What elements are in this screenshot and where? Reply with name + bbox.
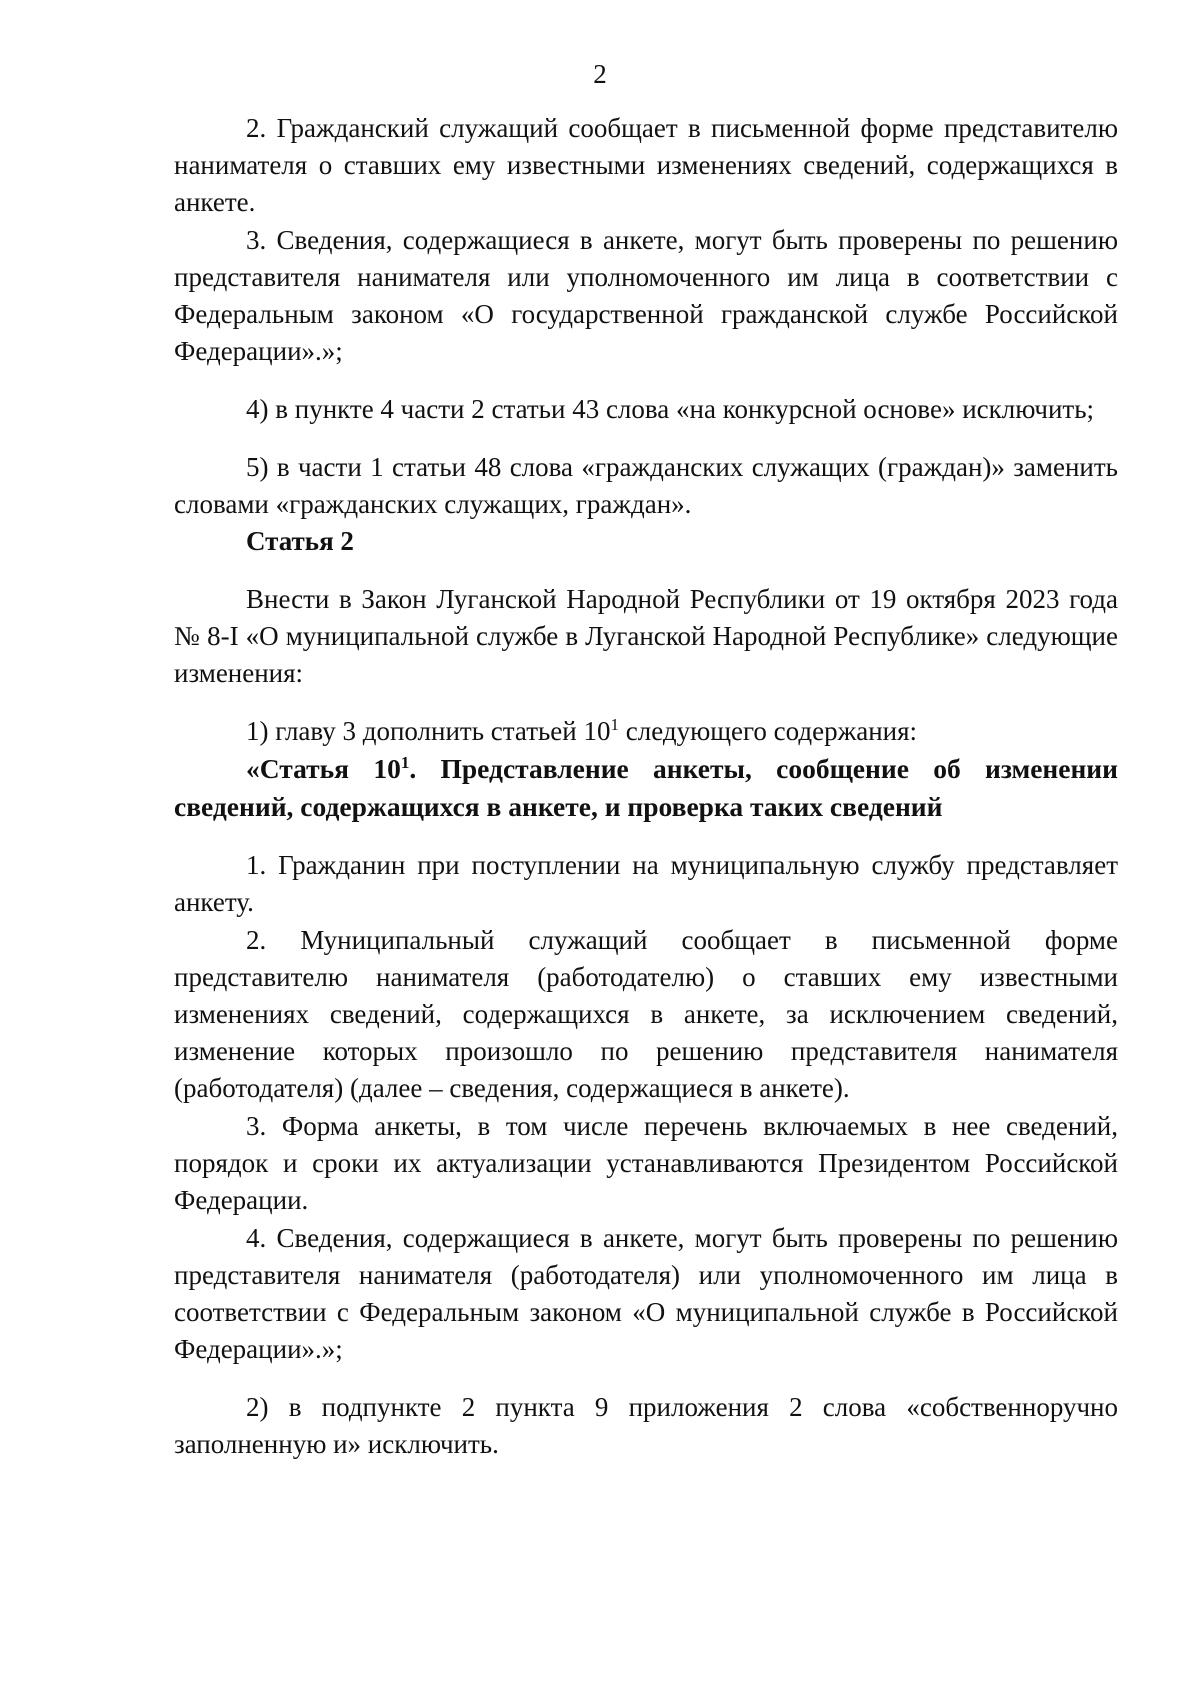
amendment-1-tail: следующего содержания:	[619, 716, 918, 746]
paragraph-amendment-4: 4) в пункте 4 части 2 статьи 43 слова «на конкурсной основе» исключить;	[246, 394, 1095, 424]
article-title-rest: . Представление анкеты, сообщение об изменении сведений, содержащихся в анкете, и проверка таких сведений	[174, 753, 1118, 822]
article-title-start: «Статья 10	[246, 753, 401, 784]
superscript: 1	[610, 715, 619, 734]
paragraph-amendment-2: 2) в подпункте 2 пункта 9 приложения 2 слова «собственноручно заполненную и» исключить.	[174, 1392, 1118, 1459]
paragraph-introduce-changes: Внести в Закон Луганской Народной Республики от 19 октября 2023 года № 8-I «О муниципальной службе в Луганской Народной Республике» следующие изменения:	[174, 584, 1118, 688]
paragraph-verification-civil: 3. Сведения, содержащиеся в анкете, могут быть проверены по решению представителя нанимателя или уполномоченного им лица в соответствии с Федеральным законом «О государственной гражданской службе Российской Федерации».»;	[174, 225, 1118, 366]
amendment-1-text: 1) главу 3 дополнить статьей 10	[246, 716, 611, 746]
paragraph-amendment-1	[174, 713, 1118, 750]
paragraph-verification-municipal: 4. Сведения, содержащиеся в анкете, могут быть проверены по решению представителя нанимателя (работодателя) или уполномоченного им лица в соответствии с Федеральным законом «О муниципальной службе в Российской Федерации».»;	[174, 1223, 1118, 1364]
paragraph-amendment-5: 5) в части 1 статьи 48 слова «гражданских служащих (граждан)» заменить словами «гражданских служащих, граждан».	[174, 452, 1118, 519]
article-heading: Статья 2	[246, 526, 354, 556]
document-body	[174, 110, 1118, 1463]
superscript: 1	[400, 753, 410, 772]
paragraph-citizen-questionnaire: 1. Гражданин при поступлении на муниципальную службу представляет анкету.	[174, 850, 1118, 917]
paragraph-questionnaire-form: 3. Форма анкеты, в том числе перечень включаемых в нее сведений, порядок и сроки их актуализации устанавливаются Президентом Российской Федерации.	[174, 1111, 1118, 1215]
paragraph-civil-servant-report: 2. Гражданский служащий сообщает в письменной форме представителю нанимателя о ставших ему известными изменениях сведений, содержащихся в анкете.	[174, 113, 1118, 217]
new-article-title	[174, 750, 1118, 826]
page-number: 2	[593, 59, 607, 89]
paragraph-municipal-servant-report: 2. Муниципальный служащий сообщает в письменной форме представителю нанимателя (работодателю) о ставших ему известными изменениях сведений, содержащихся в анкете, за исключением сведений, изменение которых произошло по решению представителя нанимателя (работодателя) (далее – сведения, содержащиеся в анкете).	[174, 925, 1118, 1103]
